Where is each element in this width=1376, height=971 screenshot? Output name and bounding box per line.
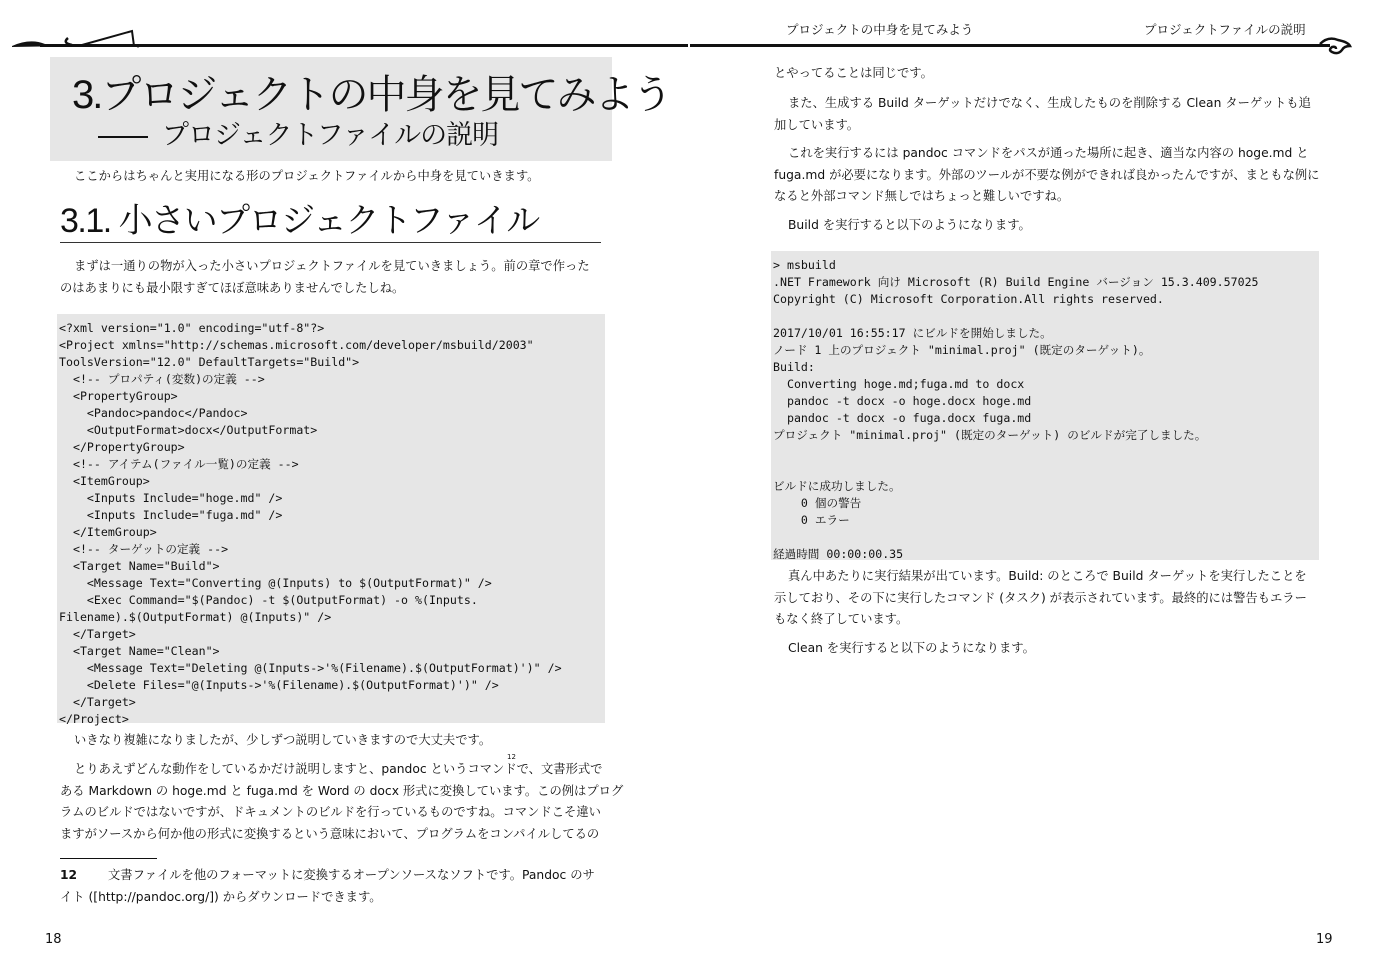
- code-line: </PropertyGroup>: [59, 440, 185, 454]
- code-line: pandoc -t docx -o hoge.docx hoge.md: [773, 394, 1032, 408]
- running-header-section: プロジェクトファイルの説明: [1144, 22, 1306, 37]
- text-line: 文書ファイルを他のフォーマットに変換するオープンソースなソフトです。Pandoc のサ: [108, 868, 595, 882]
- code-block-project-xml: [57, 314, 605, 726]
- code-line: <Exec Command="$(Pandoc) -t $(OutputFormat) -o %(Inputs.: [59, 593, 478, 607]
- text-line: ラムのビルドではないですが、ドキュメントのビルドを行っているものですね。コマンドこそ違い: [60, 805, 601, 819]
- code-line: ToolsVersion="12.0" DefaultTargets="Build">: [59, 355, 360, 369]
- code-line: 経過時間 00:00:00.35: [773, 547, 904, 561]
- ornament-left-icon: [10, 25, 140, 51]
- code-line: <PropertyGroup>: [59, 389, 178, 403]
- intro-paragraph: [60, 166, 539, 188]
- section-title: 3.1. 小さいプロジェクトファイル: [60, 200, 601, 243]
- code-line: ノード 1 上のプロジェクト "minimal.proj" (既定のターゲット)。: [773, 343, 1151, 357]
- text-line: これを実行するには pandoc コマンドをパスが通った場所に起き、適当な内容の hoge.md と: [788, 146, 1309, 160]
- code-line: <Target Name="Clean">: [59, 644, 220, 658]
- code-line: </Target>: [59, 695, 136, 709]
- code-line: 0 個の警告: [773, 496, 862, 510]
- code-line: <Delete Files="@(Inputs->'%(Filename).$(OutputFormat)')" />: [59, 678, 499, 692]
- footnote-number: 12: [60, 868, 78, 882]
- code-line: <ItemGroup>: [59, 474, 150, 488]
- chapter-title-box: [50, 57, 671, 161]
- text-line: なると外部コマンド無しではちょっと難しいですね。: [774, 189, 1070, 203]
- code-line: </Target>: [59, 627, 136, 641]
- text-line: ますがソースから何か他の形式に変換するという意味において、プログラムをコンパイルしてるの: [60, 826, 600, 841]
- code-line: </Project>: [59, 712, 129, 726]
- paragraph: [60, 256, 590, 299]
- text-line: 真ん中あたりに実行結果が出ています。Build: のところで Build ターゲットを実行したことを: [788, 569, 1307, 583]
- code-line: 2017/10/01 16:55:17 にビルドを開始しました。: [773, 326, 1052, 340]
- code-line: Copyright (C) Microsoft Corporation.All rights reserved.: [773, 292, 1164, 306]
- text-line: のはあまりにも最小限すぎてほぼ意味ありませんでしたしね。: [60, 280, 405, 295]
- paragraph: [60, 730, 491, 752]
- ornament-right-icon: [1318, 34, 1352, 56]
- code-line: <Inputs Include="fuga.md" />: [59, 508, 283, 522]
- paragraph: [774, 63, 933, 85]
- paragraph: [774, 93, 1311, 136]
- text-line: Build を実行すると以下のようになります。: [788, 218, 1031, 232]
- paragraph: [774, 215, 1031, 237]
- code-line: Filename).$(OutputFormat) @(Inputs)" />: [59, 610, 332, 624]
- code-block-msbuild-output: [771, 251, 1319, 560]
- text-line: 加しています。: [774, 117, 860, 132]
- text-line: もなく終了しています。: [774, 612, 909, 626]
- code-line: <!-- ターゲットの定義 -->: [59, 542, 229, 556]
- text-line: まずは一通りの物が入った小さいプロジェクトファイルを見ていきましょう。前の章で作った: [74, 259, 590, 273]
- page-number-right: 19: [1316, 932, 1333, 947]
- header-rule-right: [690, 44, 1330, 47]
- footnote-reference[interactable]: 12: [507, 753, 516, 761]
- text-line: fuga.md が必要になります。外部のツールが不要な例ができれば良かったんですが、まともな例に: [774, 167, 1320, 182]
- running-header-chapter: プロジェクトの中身を見てみよう: [786, 22, 974, 37]
- code-line: > msbuild: [773, 258, 836, 272]
- code-line: <?xml version="1.0" encoding="utf-8"?>: [59, 321, 325, 335]
- chapter-title: 3.プロジェクトの中身を見てみよう: [72, 73, 671, 117]
- code-line: [773, 444, 1317, 461]
- paragraph: [774, 143, 1319, 208]
- page-number-left: 18: [45, 932, 62, 947]
- text-line: とやってることは同じです。: [774, 66, 933, 80]
- text-line: また、生成する Build ターゲットだけでなく、生成したものを削除する Clean ターゲットも追: [788, 96, 1311, 110]
- code-line: <Project xmlns="http://schemas.microsoft.com/developer/msbuild/2003": [59, 338, 534, 352]
- code-line: <Pandoc>pandoc</Pandoc>: [59, 406, 248, 420]
- code-line: Converting hoge.md;fuga.md to docx: [773, 377, 1025, 391]
- code-line: <!-- アイテム(ファイル一覧)の定義 -->: [59, 457, 299, 471]
- code-line: [773, 308, 1317, 325]
- text-line: いきなり複雑になりましたが、少しずつ説明していきますので大丈夫です。: [74, 733, 492, 747]
- code-line: .NET Framework 向け Microsoft (R) Build Engine バージョン 15.3.409.57025: [773, 275, 1259, 289]
- code-line: Build:: [773, 360, 815, 374]
- paragraph: [60, 759, 623, 845]
- paragraph: [774, 566, 1307, 631]
- code-line: <Target Name="Build">: [59, 559, 220, 573]
- paragraph: [774, 638, 1035, 660]
- code-line: [773, 461, 1317, 478]
- code-line: [773, 529, 1317, 546]
- text-line: とりあえずどんな動作をしているかだけ説明しますと、pandoc というコマンドで、文書形式で: [74, 762, 603, 776]
- code-line: <Message Text="Deleting @(Inputs->'%(Filename).$(OutputFormat)')" />: [59, 661, 562, 675]
- code-line: 0 エラー: [773, 513, 850, 527]
- text-line: Clean を実行すると以下のようになります。: [788, 641, 1035, 655]
- text-line: イト ([http://pandoc.org/]) からダウンロードできます。: [60, 889, 382, 904]
- code-line: <OutputFormat>docx</OutputFormat>: [59, 423, 318, 437]
- code-line: <Inputs Include="hoge.md" />: [59, 491, 283, 505]
- chapter-subtitle: プロジェクトファイルの説明: [98, 113, 498, 152]
- footnote-rule: [60, 858, 157, 859]
- code-line: </ItemGroup>: [59, 525, 157, 539]
- footnote-text: [60, 865, 595, 908]
- code-line: <Message Text="Converting @(Inputs) to $(OutputFormat)" />: [59, 576, 492, 590]
- code-line: ビルドに成功しました。: [773, 479, 901, 493]
- text-line: ここからはちゃんと実用になる形のプロジェクトファイルから中身を見ていきます。: [74, 169, 540, 183]
- code-line: <!-- プロパティ(変数)の定義 -->: [59, 372, 265, 386]
- code-line: プロジェクト "minimal.proj" (既定のターゲット) のビルドが完了しました。: [773, 428, 1207, 442]
- text-line: ある Markdown の hoge.md と fuga.md を Word の docx 形式に変換しています。この例はプログ: [60, 783, 624, 798]
- code-line: pandoc -t docx -o fuga.docx fuga.md: [773, 411, 1032, 425]
- text-line: 示しており、その下に実行したコマンド (タスク) が表示されています。最終的には警告もエラー: [774, 590, 1307, 605]
